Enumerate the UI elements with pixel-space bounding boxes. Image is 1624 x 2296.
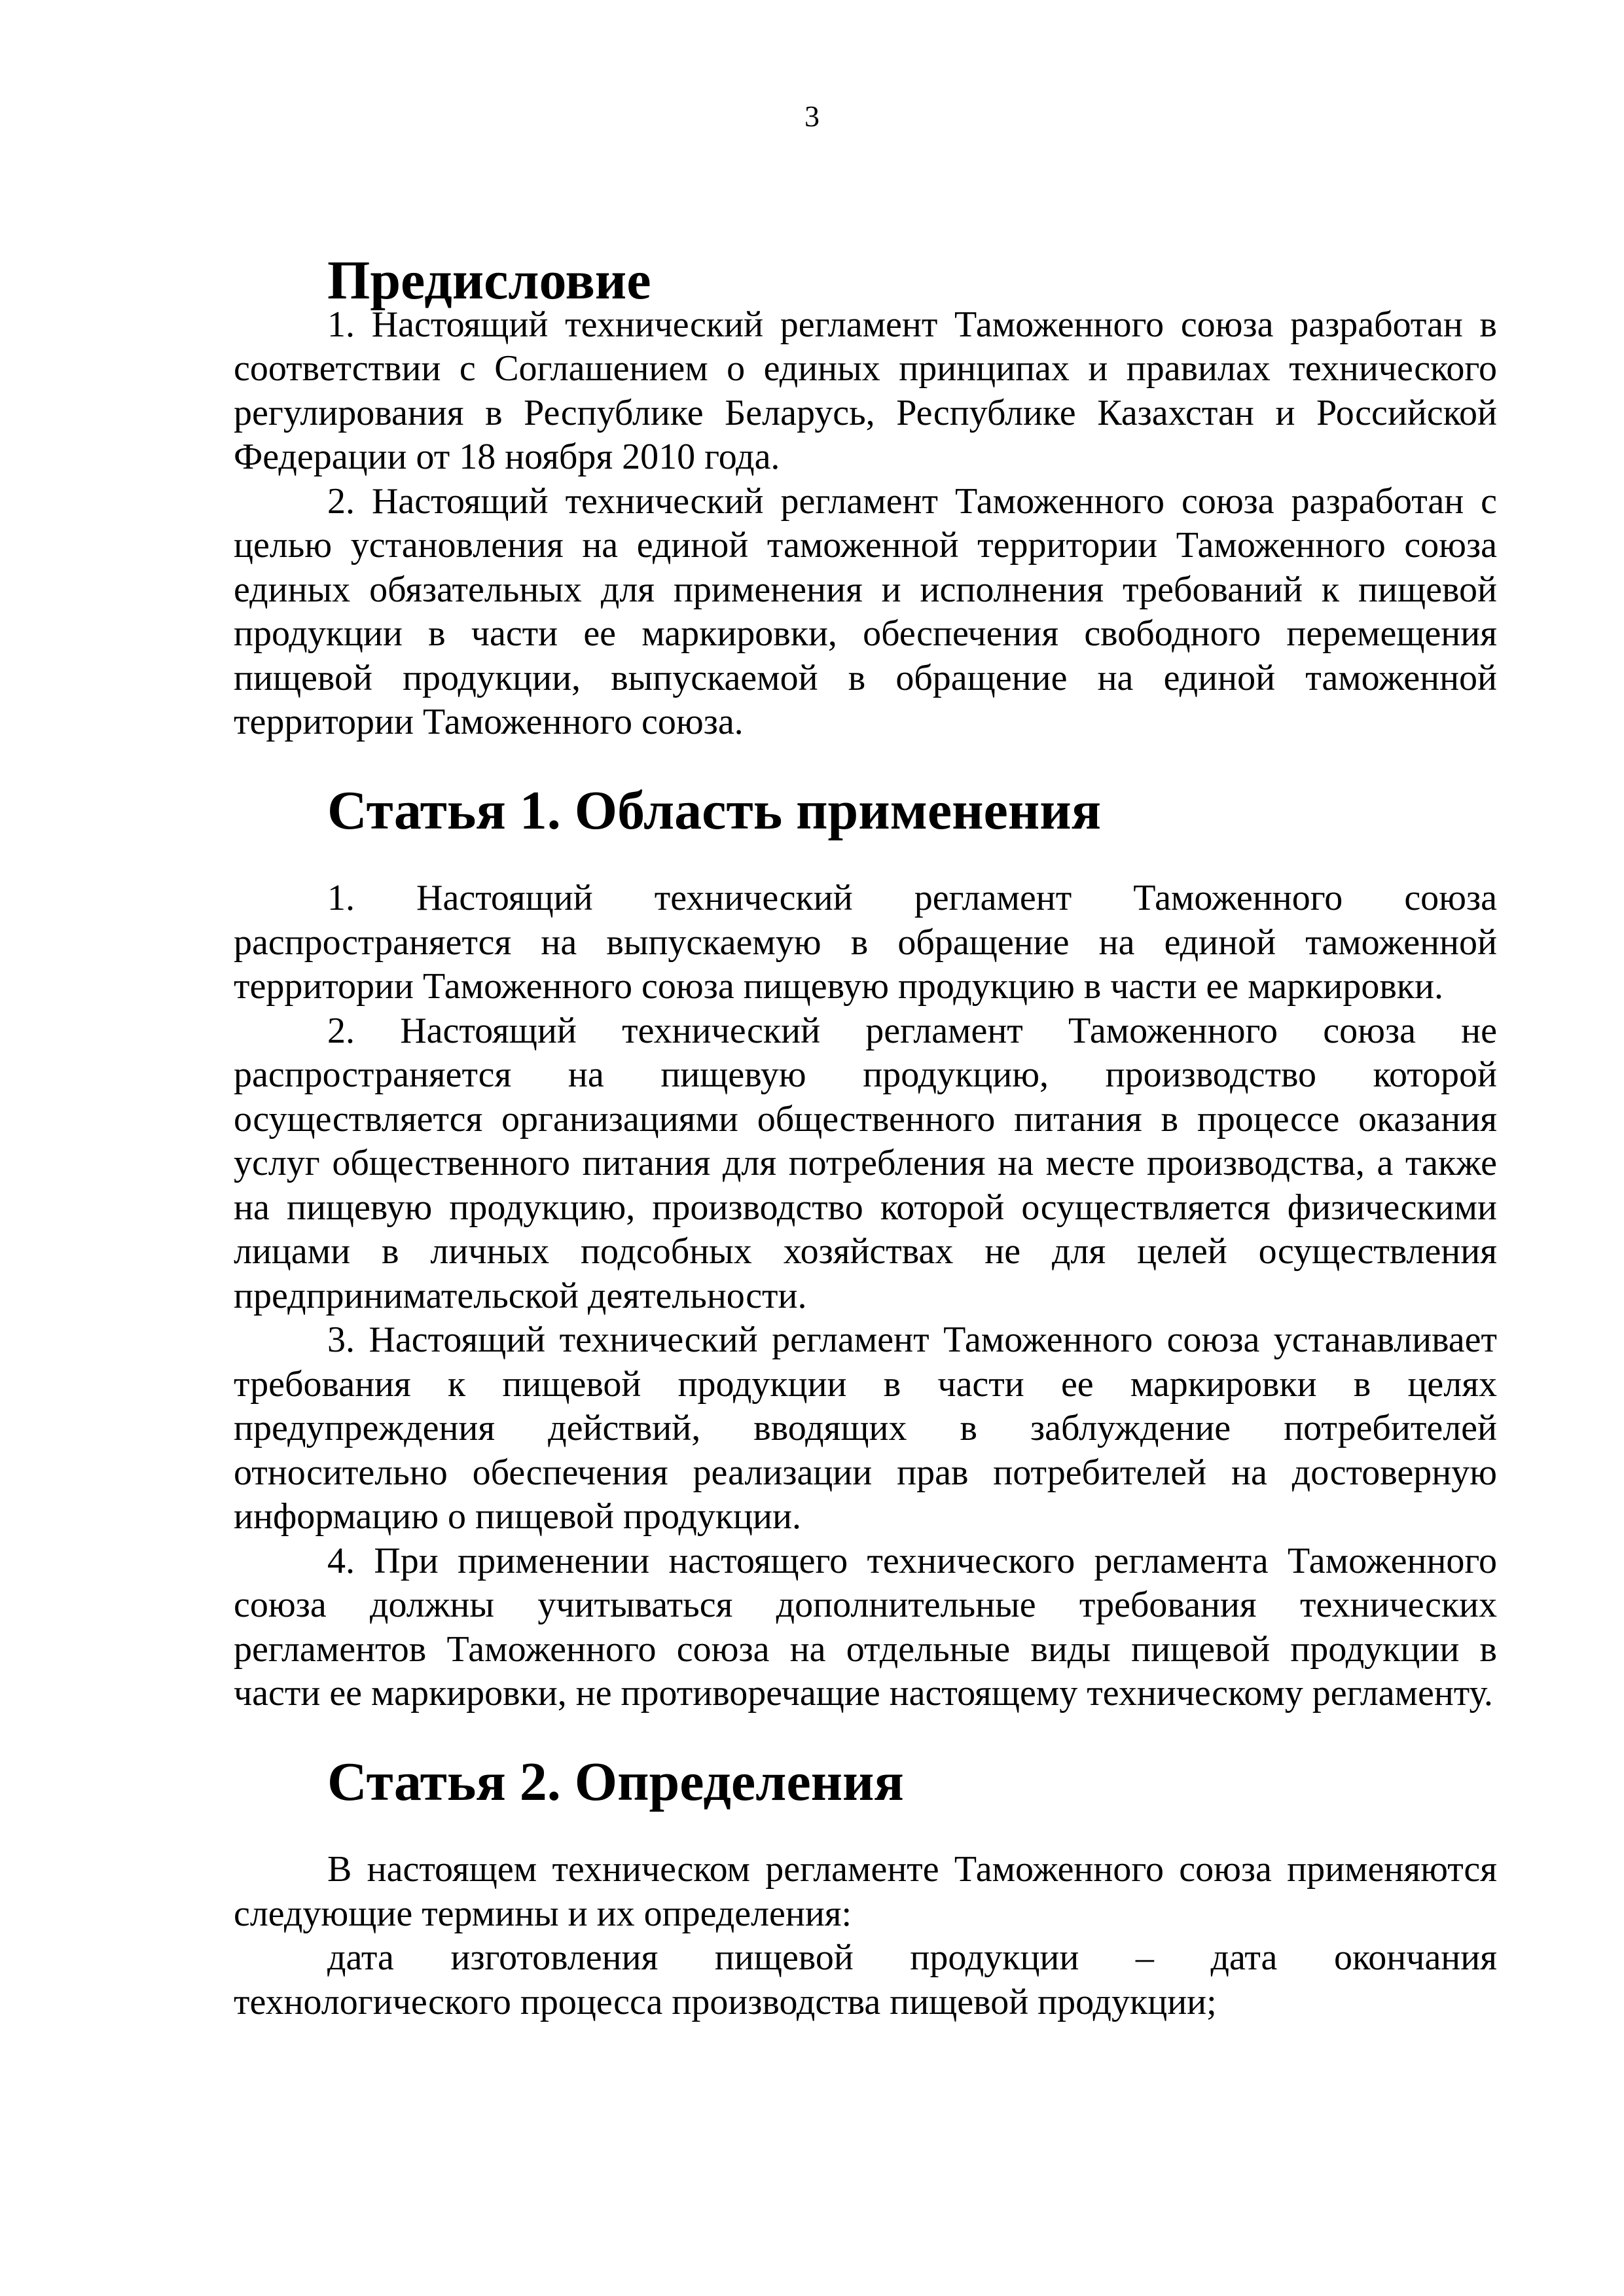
article-1-paragraph-2: 2. Настоящий технический регламент Таможенного союза не распространяется на пищевую продукцию, производство которой осуществляется организациями общественного питания в процессе оказания услуг общественного питания для потребления на месте производства, а также на пищевую продукцию, производство которой осуществляется физическими лицами в личных подсобных хозяйствах не для целей осуществления предпринимательской деятельности. (234, 1010, 1497, 1316)
document-body (234, 250, 1497, 2024)
article-1-section (234, 780, 1497, 1716)
preface-paragraph-1: 1. Настоящий технический регламент Таможенного союза разработан в соответствии с Соглашением о единых принципах и правилах технического регулирования в Республике Беларусь, Республике Казахстан и Российской Федерации от 18 ноября 2010 года. (234, 304, 1497, 477)
preface-heading: Предисловие (327, 250, 651, 311)
article-1-paragraph-1: 1. Настоящий технический регламент Таможенного союза распространяется на выпускаемую в обращение на единой таможенной территории Таможенного союза пищевую продукцию в части ее маркировки. (234, 878, 1497, 1007)
article-1-paragraph-3: 3. Настоящий технический регламент Таможенного союза устанавливает требования к пищевой продукции в части ее маркировки в целях предупреждения действий, вводящих в заблуждение потребителей относительно обеспечения реализации прав потребителей на достоверную информацию о пищевой продукции. (234, 1319, 1497, 1537)
preface-paragraph-2: 2. Настоящий технический регламент Таможенного союза разработан с целью установления на единой таможенной территории Таможенного союза единых обязательных для применения и исполнения требований к пищевой продукции в части ее маркировки, обеспечения свободного перемещения пищевой продукции, выпускаемой в обращение на единой таможенной территории Таможенного союза. (234, 480, 1497, 742)
article-1-heading: Статья 1. Область применения (327, 780, 1102, 841)
article-2-paragraph-2: дата изготовления пищевой продукции – дата окончания технологического процесса производства пищевой продукции; (234, 1937, 1497, 2022)
article-1-paragraph-4: 4. При применении настоящего технического регламента Таможенного союза должны учитываться дополнительные требования технических регламентов Таможенного союза на отдельные виды пищевой продукции в части ее маркировки, не противоречащие настоящему техническому регламенту. (234, 1540, 1497, 1713)
page-number: 3 (804, 99, 820, 133)
preface-section (234, 250, 1497, 745)
article-2-paragraph-1: В настоящем техническом регламенте Таможенного союза применяются следующие термины и их определения: (234, 1849, 1497, 1934)
article-2-section (234, 1751, 1497, 2025)
article-2-heading: Статья 2. Определения (327, 1751, 904, 1812)
